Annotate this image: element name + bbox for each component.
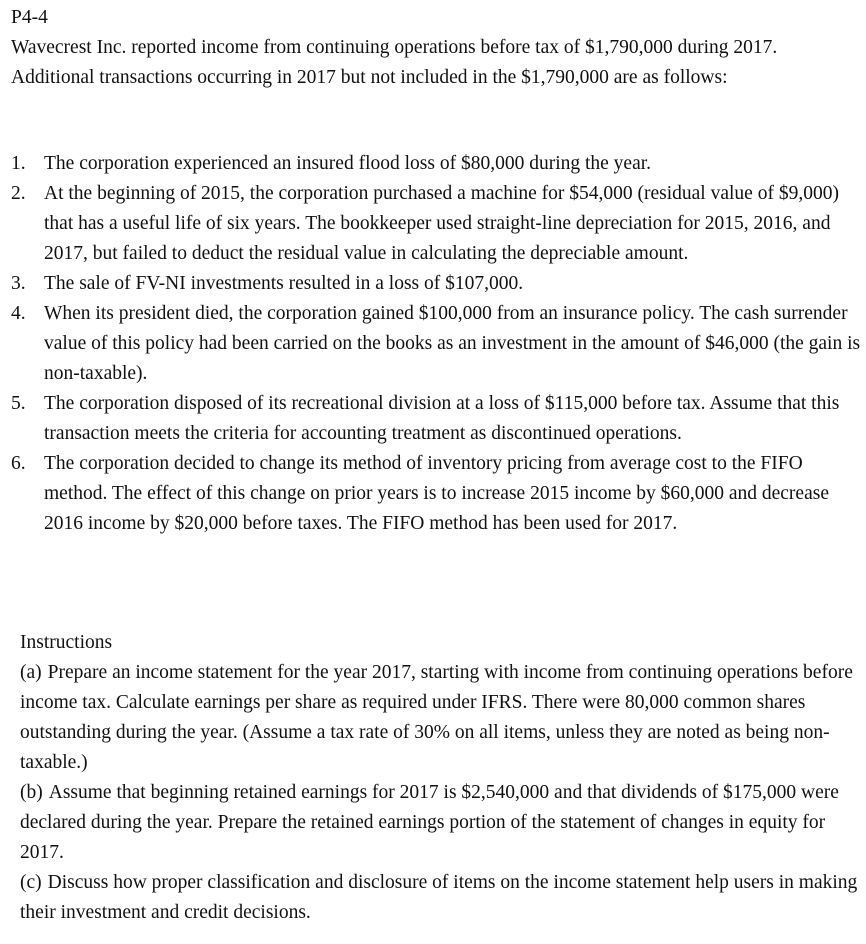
list-item (11, 149, 863, 179)
instruction-part-b (20, 778, 862, 868)
instructions-section (20, 628, 862, 928)
instruction-part-label: (a) (20, 662, 42, 683)
instruction-part-text: Assume that beginning retained earnings for 2017 is $2,540,000 and that dividends of $175,000 were declared during the year. Prepare the retained earnings portion of the statement of changes in equity for 2017. (20, 782, 839, 863)
instruction-part-text: Prepare an income statement for the year 2017, starting with income from continuing operations before income tax. Calculate earnings per share as required under IFRS. There were 80,000 common shares outstanding during the year. (Assume a tax rate of 30% on all items, unless they are noted as being non-taxable.) (20, 662, 853, 773)
transaction-list (11, 149, 863, 539)
problem-id: P4-4 (11, 7, 48, 28)
instruction-part-label: (b) (20, 782, 43, 803)
instruction-part-label: (c) (20, 872, 42, 893)
list-item (11, 269, 863, 299)
list-item-text: The sale of FV-NI investments resulted in a loss of $107,000. (44, 273, 524, 294)
instruction-part-a (20, 658, 862, 778)
list-item-text: The corporation experienced an insured flood loss of $80,000 during the year. (44, 153, 652, 174)
list-item (11, 389, 863, 449)
list-item-text: The corporation decided to change its method of inventory pricing from average cost to the FIFO method. The effect of this change on prior years is to increase 2015 income by $60,000 and decrease 2016 income by $20,000 before taxes. The FIFO method has been used for 2017. (44, 453, 829, 534)
list-item (11, 179, 863, 269)
list-item-number: 5. (11, 393, 26, 414)
instructions-heading: Instructions (20, 632, 113, 653)
list-item (11, 449, 863, 539)
list-item-number: 3. (11, 273, 26, 294)
list-item-number: 2. (11, 183, 26, 204)
list-item-number: 6. (11, 453, 26, 474)
list-item-text: The corporation disposed of its recreational division at a loss of $115,000 before tax. Assume that this transaction meets the criteria for accounting treatment as discontinued operations. (44, 393, 840, 444)
list-item (11, 299, 863, 389)
list-item-number: 4. (11, 303, 26, 324)
list-item-text: At the beginning of 2015, the corporation purchased a machine for $54,000 (residual value of $9,000) that has a useful life of six years. The bookkeeper used straight-line depreciation for 2015, 2016, and 2017, but failed to deduct the residual value in calculating the depreciable amount. (44, 183, 839, 264)
instruction-part-c (20, 868, 862, 928)
instruction-part-text: Discuss how proper classification and disclosure of items on the income statement help users in making their investment and credit decisions. (20, 872, 858, 923)
list-item-text: When its president died, the corporation gained $100,000 from an insurance policy. The cash surrender value of this policy had been carried on the books as an investment in the amount of $46,000 (the gain is non-taxable). (44, 303, 861, 384)
problem-intro: Wavecrest Inc. reported income from continuing operations before tax of $1,790,000 during 2017. Additional transactions occurring in 2017 but not included in the $1,790,000 are as follows: (11, 37, 778, 88)
list-item-number: 1. (11, 153, 26, 174)
